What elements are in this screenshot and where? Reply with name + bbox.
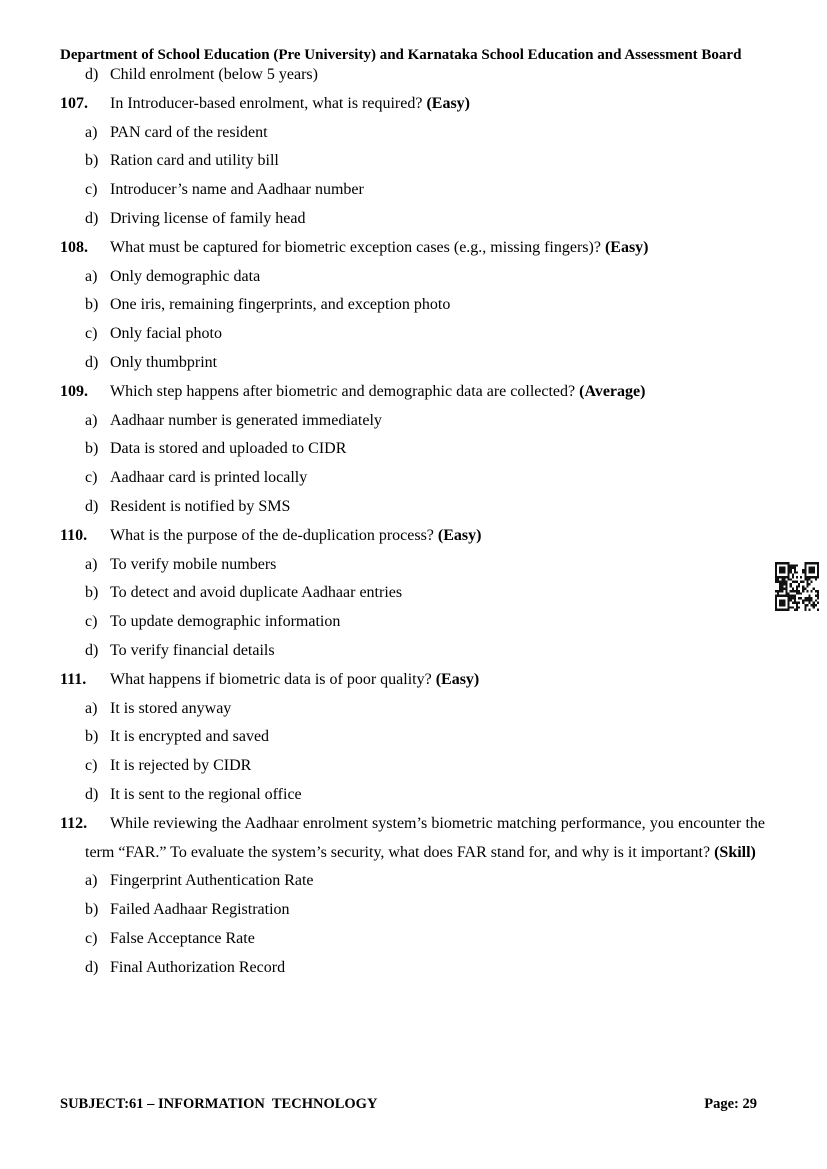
- option-letter: a): [85, 699, 98, 717]
- option-row: [60, 723, 765, 752]
- option-text: PAN card of the resident: [110, 123, 268, 141]
- option-letter: d): [85, 497, 99, 515]
- difficulty-badge: (Easy): [435, 670, 480, 688]
- question-block-112: [60, 810, 765, 868]
- question-text: [85, 666, 765, 695]
- option-letter: c): [85, 469, 98, 487]
- option-row: [60, 781, 765, 810]
- option-text: It is stored anyway: [110, 699, 232, 717]
- page-footer: [60, 1096, 757, 1113]
- option-row: [60, 695, 765, 724]
- question-block-110: [60, 522, 765, 551]
- difficulty-badge: (Easy): [426, 94, 471, 112]
- option-text: Aadhaar card is printed locally: [110, 469, 308, 487]
- question-text-content: What must be captured for biometric exception cases (e.g., missing fingers)?: [110, 238, 601, 256]
- question-number: 112.: [60, 814, 88, 832]
- question-text-content: Which step happens after biometric and demographic data are collected?: [110, 382, 576, 400]
- option-text: It is encrypted and saved: [110, 728, 270, 746]
- option-row: [60, 896, 765, 925]
- option-letter: b): [85, 440, 99, 458]
- option-row: [60, 349, 765, 378]
- question-number: 107.: [60, 94, 88, 112]
- option-row: [60, 867, 765, 896]
- option-letter: b): [85, 728, 99, 746]
- page-header-title: Department of School Education (Pre University) and Karnataka School Education and Assessment Board: [60, 47, 742, 63]
- option-row: [60, 320, 765, 349]
- option-text: Data is stored and uploaded to CIDR: [110, 440, 347, 458]
- option-text: Child enrolment (below 5 years): [110, 66, 318, 83]
- option-letter: a): [85, 555, 98, 573]
- option-text: Final Authorization Record: [110, 958, 286, 976]
- option-letter: a): [85, 123, 98, 141]
- option-text: False Acceptance Rate: [110, 929, 255, 947]
- option-text: It is sent to the regional office: [110, 785, 302, 803]
- option-row: [60, 464, 765, 493]
- option-row: [60, 291, 765, 320]
- option-row: [60, 407, 765, 436]
- option-text: Driving license of family head: [110, 209, 306, 227]
- question-text: [85, 522, 765, 551]
- question-block-107: [60, 90, 765, 119]
- question-number: 108.: [60, 238, 88, 256]
- footer-subject: SUBJECT:61 – INFORMATION TECHNOLOGY: [60, 1096, 378, 1112]
- option-letter: c): [85, 613, 98, 631]
- option-text: To update demographic information: [110, 613, 341, 631]
- option-row: [60, 608, 765, 637]
- option-text: To detect and avoid duplicate Aadhaar entries: [110, 584, 403, 602]
- option-text: Failed Aadhaar Registration: [110, 901, 290, 919]
- question-block-108: [60, 234, 765, 263]
- question-text: [85, 90, 765, 119]
- option-text: Only facial photo: [110, 325, 222, 343]
- option-letter: a): [85, 872, 98, 890]
- option-text: One iris, remaining fingerprints, and exception photo: [110, 296, 451, 314]
- option-letter: d): [85, 66, 99, 83]
- question-number: 109.: [60, 382, 88, 400]
- option-letter: b): [85, 584, 99, 602]
- difficulty-badge: (Easy): [604, 238, 649, 256]
- question-text-content: In Introducer-based enrolment, what is required?: [110, 94, 423, 112]
- option-row: [60, 752, 765, 781]
- option-text: It is rejected by CIDR: [110, 757, 252, 775]
- option-text: Ration card and utility bill: [110, 152, 279, 170]
- question-text-content: What happens if biometric data is of poor quality?: [110, 670, 432, 688]
- question-number: 110.: [60, 526, 88, 544]
- footer-page-number: Page: 29: [704, 1096, 757, 1112]
- option-text: Only thumbprint: [110, 353, 218, 371]
- option-letter: d): [85, 209, 99, 227]
- qr-code: [775, 562, 819, 611]
- option-letter: c): [85, 757, 98, 775]
- option-text: Aadhaar number is generated immediately: [110, 411, 382, 429]
- question-block-111: [60, 666, 765, 695]
- option-letter: d): [85, 353, 99, 371]
- option-letter: d): [85, 958, 99, 976]
- question-block-109: [60, 378, 765, 407]
- option-letter: a): [85, 267, 98, 285]
- option-row: [60, 493, 765, 522]
- option-letter: d): [85, 785, 99, 803]
- option-row: [60, 925, 765, 954]
- option-letter: b): [85, 901, 99, 919]
- option-row: [60, 579, 765, 608]
- option-letter: a): [85, 411, 98, 429]
- option-row: [60, 147, 765, 176]
- option-text: Fingerprint Authentication Rate: [110, 872, 314, 890]
- option-text: To verify financial details: [110, 641, 275, 659]
- option-row: [60, 551, 765, 580]
- difficulty-badge: (Average): [579, 382, 646, 400]
- option-letter: b): [85, 296, 99, 314]
- question-text-content: What is the purpose of the de-duplication process?: [110, 526, 434, 544]
- option-letter: c): [85, 325, 98, 343]
- question-text: [85, 810, 765, 868]
- question-text: [85, 234, 765, 263]
- question-list: [60, 61, 765, 983]
- option-text: Resident is notified by SMS: [110, 497, 291, 515]
- question-number: 111.: [60, 670, 87, 688]
- option-letter: b): [85, 152, 99, 170]
- option-row: [60, 637, 765, 666]
- question-text: [85, 378, 765, 407]
- option-text: To verify mobile numbers: [110, 555, 277, 573]
- option-row: [60, 119, 765, 148]
- option-row: [60, 263, 765, 292]
- option-row: [60, 954, 765, 983]
- option-letter: c): [85, 181, 98, 199]
- option-row: [60, 435, 765, 464]
- option-text: Introducer’s name and Aadhaar number: [110, 181, 364, 199]
- question-text-content: While reviewing the Aadhaar enrolment system’s biometric matching performance, you encounter the term “FAR.” To evaluate the system’s security, what does FAR stand for, and why is it important?: [85, 814, 765, 861]
- option-letter: c): [85, 929, 98, 947]
- option-row: [60, 205, 765, 234]
- option-letter: d): [85, 641, 99, 659]
- difficulty-badge: (Easy): [437, 526, 482, 544]
- option-row: [60, 176, 765, 205]
- option-row: [60, 61, 765, 90]
- option-text: Only demographic data: [110, 267, 261, 285]
- difficulty-badge: (Skill): [714, 843, 756, 861]
